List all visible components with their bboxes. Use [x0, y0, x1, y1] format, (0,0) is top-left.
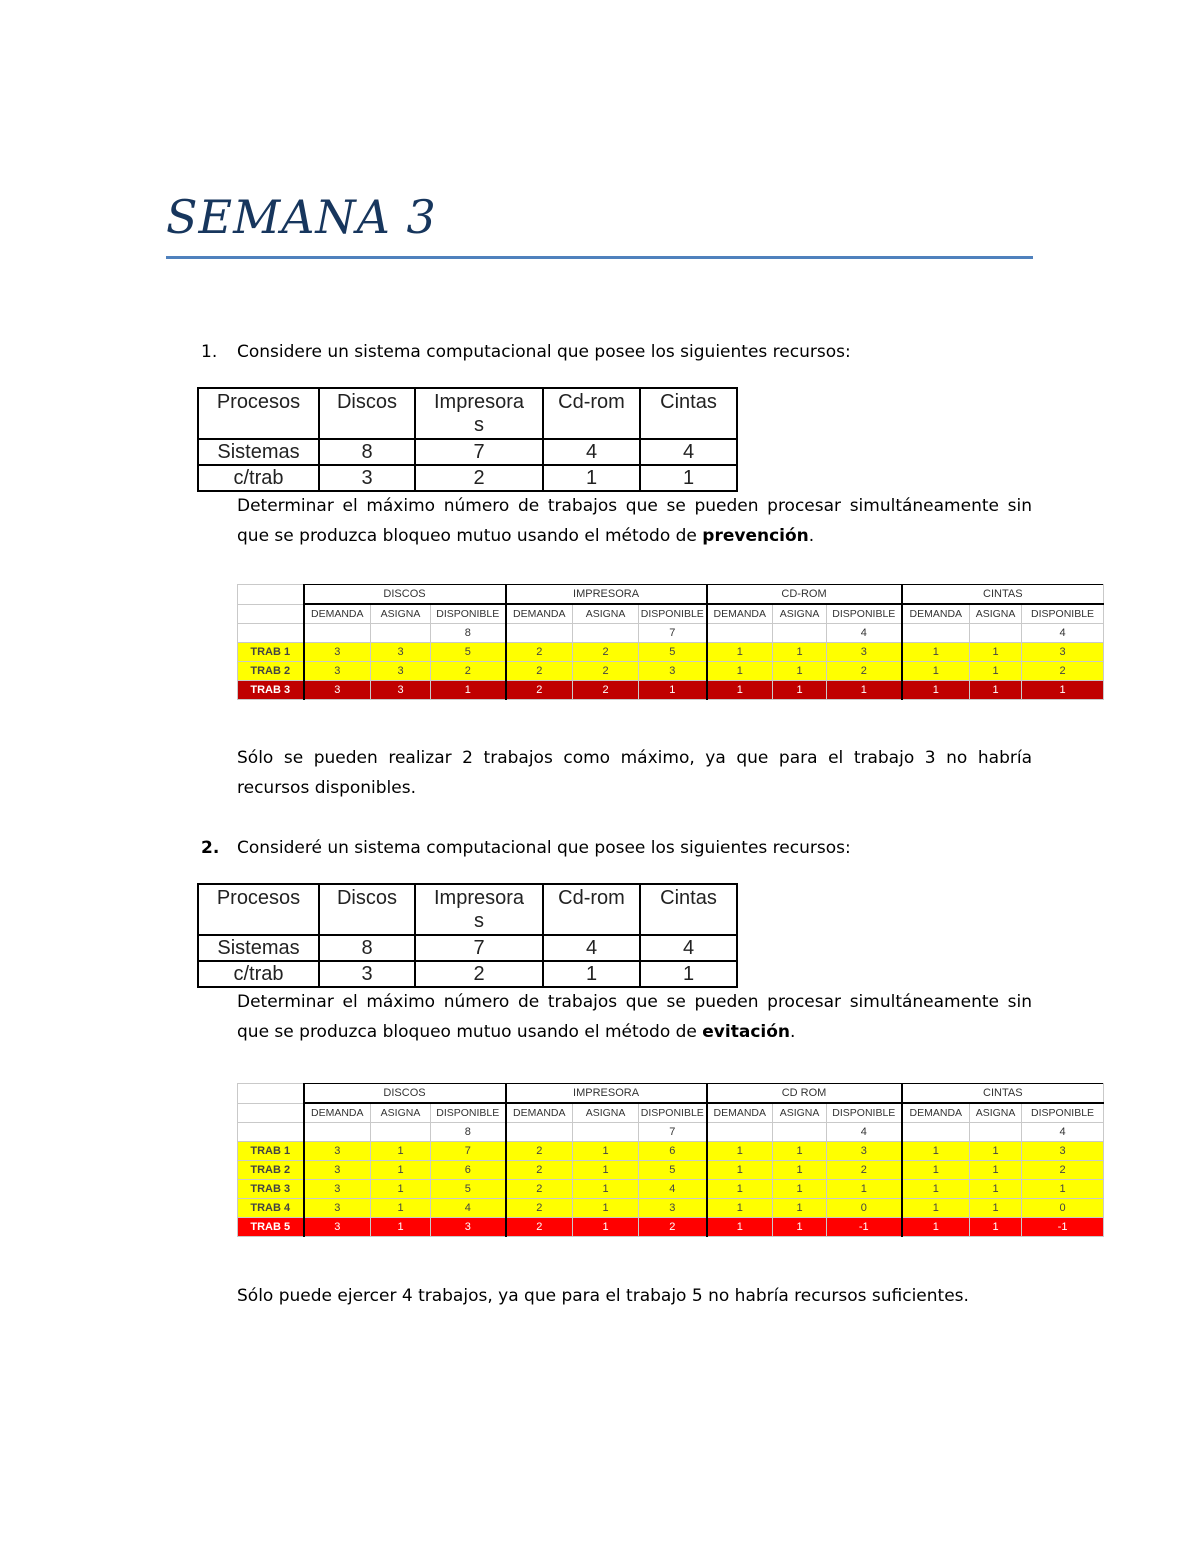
cell: 2 [1022, 662, 1104, 681]
cell: 2 [827, 662, 902, 681]
cell: 2 [506, 1199, 573, 1218]
cell: 8 [319, 935, 415, 961]
sub-header: DEMANDA [506, 604, 573, 624]
cell: 6 [431, 1161, 506, 1180]
cell: 7 [431, 1142, 506, 1161]
cell: 2 [506, 662, 573, 681]
question-2 [201, 833, 851, 863]
sub-header: DEMANDA [304, 1103, 371, 1123]
group-cdrom: CD-ROM [707, 585, 902, 605]
cell: 1 [707, 662, 773, 681]
cell: 3 [304, 662, 371, 681]
group-cintas: CINTAS [902, 585, 1104, 605]
sub-header: DISPONIBLE [827, 1103, 902, 1123]
text: . [790, 1022, 796, 1042]
cell: 2 [431, 662, 506, 681]
text: . [808, 526, 815, 546]
cell: 1 [371, 1161, 431, 1180]
cell: 1 [773, 662, 827, 681]
cell: 8 [319, 439, 415, 465]
q1-determine-line-1: Determinar el máximo número de trabajos que se pueden procesar simultáneamente sin [237, 496, 1032, 516]
cell: 1 [902, 1142, 970, 1161]
row-label: TRAB 3 [238, 681, 304, 700]
sub-header: ASIGNA [371, 604, 431, 624]
cell: 2 [639, 1218, 707, 1237]
spreadsheet-evitacion [237, 1083, 1103, 1237]
cell: 1 [371, 1180, 431, 1199]
cell: 1 [902, 681, 970, 700]
sub-header: DISPONIBLE [431, 604, 506, 624]
cell: 4 [543, 439, 640, 465]
table-row [238, 1161, 1104, 1180]
sub-header: DISPONIBLE [1022, 604, 1104, 624]
cell: 1 [431, 681, 506, 700]
sub-header: ASIGNA [970, 604, 1022, 624]
group-discos: DISCOS [304, 1084, 506, 1104]
q2-determine-line-1: Determinar el máximo número de trabajos que se pueden procesar simultáneamente sin [237, 992, 1032, 1012]
cell: 1 [827, 1180, 902, 1199]
method-name: prevención [702, 526, 809, 546]
row-label: TRAB 4 [238, 1199, 304, 1218]
sub-header: DEMANDA [902, 604, 970, 624]
cell: 4 [431, 1199, 506, 1218]
cell: 3 [304, 1218, 371, 1237]
cell: 1 [707, 1180, 773, 1199]
cell: 1 [902, 662, 970, 681]
total: 7 [639, 1123, 707, 1142]
cell: 1 [970, 1199, 1022, 1218]
cell: 1 [773, 681, 827, 700]
cell: 1 [773, 1161, 827, 1180]
cell: 1 [639, 681, 707, 700]
cell: 1 [827, 681, 902, 700]
header-impresoras: Impresora s [415, 884, 543, 935]
q2-determine-line-2 [237, 1017, 1032, 1047]
sub-header: DEMANDA [506, 1103, 573, 1123]
header-procesos: Procesos [198, 388, 319, 439]
cell: 3 [319, 961, 415, 987]
spreadsheet-prevencion [237, 584, 1103, 700]
cell: 1 [573, 1142, 639, 1161]
header-discos: Discos [319, 388, 415, 439]
cell: 3 [371, 681, 431, 700]
cell: 1 [1022, 681, 1104, 700]
cell: 3 [304, 643, 371, 662]
cell: 3 [1022, 643, 1104, 662]
cell: 1 [773, 1180, 827, 1199]
total: 8 [431, 624, 506, 643]
cell: 2 [506, 643, 573, 662]
cell: 3 [371, 643, 431, 662]
cell: 1 [902, 1161, 970, 1180]
resources-table-1 [197, 387, 738, 492]
question-1-number: 1. [201, 342, 218, 362]
cell: 1 [573, 1218, 639, 1237]
cell: 1 [543, 465, 640, 491]
cell: 2 [415, 961, 543, 987]
cell: 3 [304, 681, 371, 700]
sub-header: DEMANDA [707, 1103, 773, 1123]
cell: 2 [573, 681, 639, 700]
sub-header: DISPONIBLE [639, 1103, 707, 1123]
cell: 1 [773, 643, 827, 662]
cell: 3 [639, 1199, 707, 1218]
row-label: TRAB 1 [238, 643, 304, 662]
total: 8 [431, 1123, 506, 1142]
header-cintas: Cintas [640, 884, 737, 935]
page-title: SEMANA 3 [166, 190, 437, 244]
cell: 1 [640, 465, 737, 491]
sub-header: DEMANDA [304, 604, 371, 624]
cell: -1 [827, 1218, 902, 1237]
cell: 5 [431, 643, 506, 662]
cell: 2 [506, 1218, 573, 1237]
question-1 [201, 337, 851, 367]
cell: 4 [543, 935, 640, 961]
sub-header: DISPONIBLE [431, 1103, 506, 1123]
row-label: TRAB 5 [238, 1218, 304, 1237]
q1-determine-line-2 [237, 521, 1032, 551]
cell: 0 [827, 1199, 902, 1218]
cell: 5 [431, 1180, 506, 1199]
group-impresora: IMPRESORA [506, 1084, 707, 1104]
table-row [238, 662, 1104, 681]
sub-header: ASIGNA [573, 1103, 639, 1123]
header-impresoras: Impresora s [415, 388, 543, 439]
cell: 5 [639, 1161, 707, 1180]
cell: 1 [970, 1161, 1022, 1180]
cell: 2 [506, 1142, 573, 1161]
row-label: c/trab [198, 465, 319, 491]
row-label: TRAB 1 [238, 1142, 304, 1161]
total: 4 [827, 624, 902, 643]
cell: 3 [304, 1161, 371, 1180]
q2-conclusion: Sólo puede ejercer 4 trabajos, ya que para el trabajo 5 no habría recursos suficientes. [237, 1286, 969, 1306]
cell: 2 [506, 681, 573, 700]
cell: 1 [970, 662, 1022, 681]
cell: 1 [573, 1199, 639, 1218]
cell: 3 [827, 643, 902, 662]
cell: 1 [707, 1199, 773, 1218]
question-2-number: 2. [201, 838, 220, 858]
total: 4 [1022, 1123, 1104, 1142]
cell: 1 [543, 961, 640, 987]
cell: 7 [415, 439, 543, 465]
table-row [238, 1142, 1104, 1161]
total: 4 [827, 1123, 902, 1142]
sub-header: DEMANDA [902, 1103, 970, 1123]
text: que se produzca bloqueo mutuo usando el método de [237, 526, 703, 546]
cell: 1 [707, 1218, 773, 1237]
cell: 4 [639, 1180, 707, 1199]
cell: 1 [707, 643, 773, 662]
cell: 4 [640, 439, 737, 465]
header-procesos: Procesos [198, 884, 319, 935]
cell: 2 [506, 1180, 573, 1199]
cell: 1 [902, 643, 970, 662]
cell: 0 [1022, 1199, 1104, 1218]
q1-conclusion-line-1: Sólo se pueden realizar 2 trabajos como máximo, ya que para el trabajo 3 no habría [237, 748, 1032, 768]
cell: 3 [319, 465, 415, 491]
total: 4 [1022, 624, 1104, 643]
cell: 1 [902, 1180, 970, 1199]
sub-header: ASIGNA [970, 1103, 1022, 1123]
table-row [238, 1180, 1104, 1199]
header-cintas: Cintas [640, 388, 737, 439]
cell: 5 [639, 643, 707, 662]
cell: 3 [639, 662, 707, 681]
cell: 4 [640, 935, 737, 961]
cell: 1 [371, 1142, 431, 1161]
row-label: c/trab [198, 961, 319, 987]
group-cdrom: CD ROM [707, 1084, 902, 1104]
sub-header: DISPONIBLE [1022, 1103, 1104, 1123]
group-discos: DISCOS [304, 585, 506, 605]
cell: 1 [970, 1180, 1022, 1199]
header-discos: Discos [319, 884, 415, 935]
sub-header: DISPONIBLE [827, 604, 902, 624]
row-label: Sistemas [198, 935, 319, 961]
row-label: TRAB 3 [238, 1180, 304, 1199]
cell: 2 [573, 643, 639, 662]
cell: 3 [431, 1218, 506, 1237]
cell: 7 [415, 935, 543, 961]
row-label: TRAB 2 [238, 662, 304, 681]
sub-header: ASIGNA [573, 604, 639, 624]
question-2-text: Consideré un sistema computacional que posee los siguientes recursos: [237, 838, 851, 858]
cell: 3 [304, 1180, 371, 1199]
cell: 1 [707, 1142, 773, 1161]
cell: 1 [970, 643, 1022, 662]
table-row [238, 1199, 1104, 1218]
cell: 2 [506, 1161, 573, 1180]
row-label: TRAB 2 [238, 1161, 304, 1180]
group-impresora: IMPRESORA [506, 585, 707, 605]
cell: 1 [970, 1218, 1022, 1237]
group-cintas: CINTAS [902, 1084, 1104, 1104]
cell: 3 [1022, 1142, 1104, 1161]
cell: 3 [304, 1142, 371, 1161]
text: que se produzca bloqueo mutuo usando el método de [237, 1022, 703, 1042]
cell: 2 [827, 1161, 902, 1180]
table-row [238, 643, 1104, 662]
cell: 1 [573, 1180, 639, 1199]
cell: 1 [707, 1161, 773, 1180]
cell: 3 [304, 1199, 371, 1218]
cell: 1 [640, 961, 737, 987]
header-cdrom: Cd-rom [543, 388, 640, 439]
cell: 1 [970, 1142, 1022, 1161]
title-underline [166, 256, 1033, 259]
cell: 3 [371, 662, 431, 681]
cell: 1 [902, 1218, 970, 1237]
cell: 1 [371, 1199, 431, 1218]
cell: 1 [773, 1199, 827, 1218]
cell: 1 [573, 1161, 639, 1180]
question-1-text: Considere un sistema computacional que posee los siguientes recursos: [237, 342, 851, 362]
cell: 3 [827, 1142, 902, 1161]
cell: 1 [773, 1218, 827, 1237]
header-cdrom: Cd-rom [543, 884, 640, 935]
cell: 1 [371, 1218, 431, 1237]
cell: 1 [902, 1199, 970, 1218]
sub-header: ASIGNA [773, 1103, 827, 1123]
cell: -1 [1022, 1218, 1104, 1237]
method-name: evitación [702, 1022, 791, 1042]
cell: 2 [415, 465, 543, 491]
sub-header: ASIGNA [773, 604, 827, 624]
row-label: Sistemas [198, 439, 319, 465]
cell: 2 [1022, 1161, 1104, 1180]
cell: 1 [707, 681, 773, 700]
table-row [238, 1218, 1104, 1237]
q1-conclusion-line-2: recursos disponibles. [237, 778, 416, 798]
table-row [238, 681, 1104, 700]
cell: 1 [1022, 1180, 1104, 1199]
cell: 2 [573, 662, 639, 681]
cell: 6 [639, 1142, 707, 1161]
cell: 1 [970, 681, 1022, 700]
sub-header: DISPONIBLE [639, 604, 707, 624]
total: 7 [639, 624, 707, 643]
resources-table-2 [197, 883, 738, 988]
sub-header: DEMANDA [707, 604, 773, 624]
sub-header: ASIGNA [371, 1103, 431, 1123]
cell: 1 [773, 1142, 827, 1161]
